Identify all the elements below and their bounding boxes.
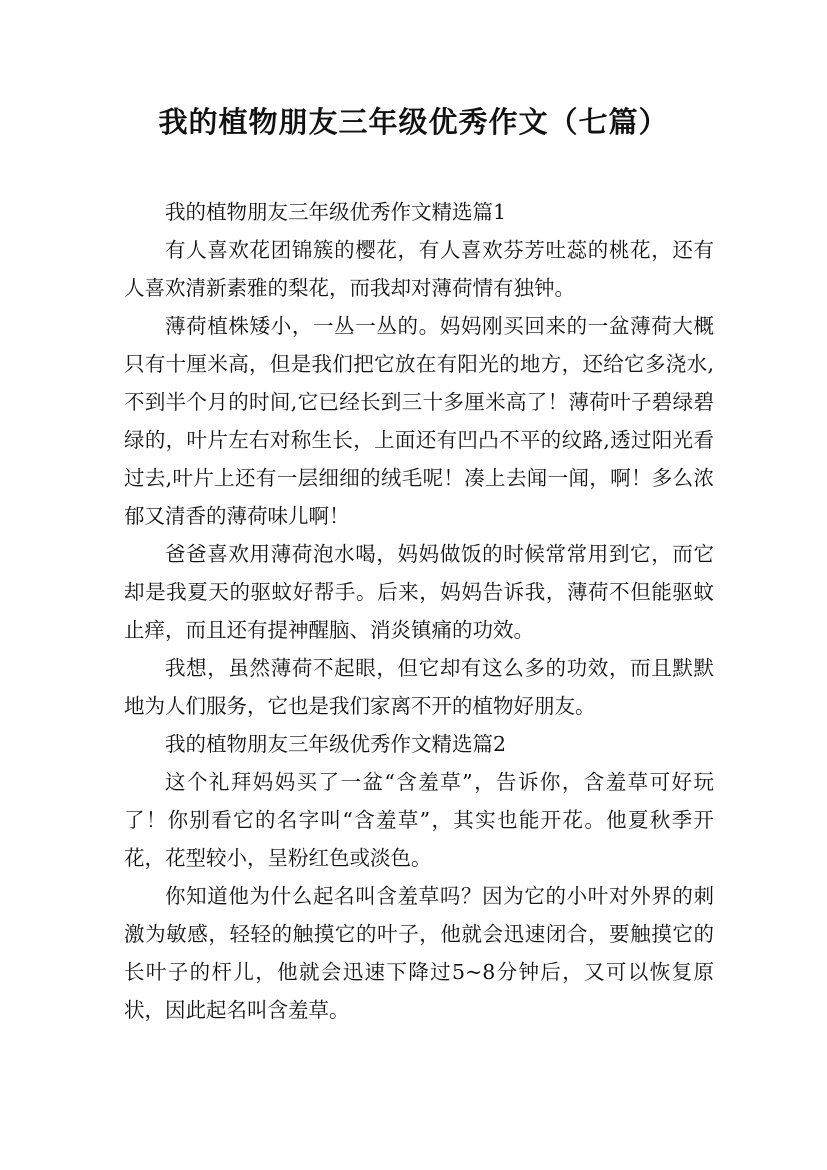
paragraph: 你知道他为什么起名叫含羞草吗？因为它的小叶对外界的刺激为敏感，轻轻的触摸它的叶子，他就会迅速闭合，要触摸它的长叶子的杆儿，他就会迅速下降过5~8分钟后，又可以恢复原状，因此起名叫含羞草。: [124, 884, 714, 1022]
paragraph: 薄荷植株矮小，一丛一丛的。妈妈刚买回来的一盆薄荷大概只有十厘米高，但是我们把它放在有阳光的地方，还给它多浇水,不到半个月的时间,它已经长到三十多厘米高了！薄荷叶子碧绿碧绿的，叶片左右对称生长，上面还有凹凸不平的纹路,透过阳光看过去,叶片上还有一层细细的绒毛呢！凑上去闻一闻，啊！多么浓郁又清香的薄荷味儿啊！: [124, 314, 714, 528]
paragraph: 爸爸喜欢用薄荷泡水喝，妈妈做饭的时候常常用到它，而它却是我夏天的驱蚊好帮手。后来，妈妈告诉我，薄荷不但能驱蚊止痒，而且还有提神醒脑、消炎镇痛的功效。: [124, 542, 714, 642]
paragraph: 这个礼拜妈妈买了一盆“含羞草”，告诉你，含羞草可好玩了！你别看它的名字叫“含羞草”，其实也能开花。他夏秋季开花，花型较小，呈粉红色或淡色。: [124, 770, 714, 870]
paragraph: 有人喜欢花团锦簇的樱花，有人喜欢芬芳吐蕊的桃花，还有人喜欢清新素雅的梨花，而我却对薄荷情有独钟。: [124, 238, 714, 300]
document-title: 我的植物朋友三年级优秀作文（七篇）: [158, 105, 669, 139]
document-body: [124, 193, 714, 1029]
paragraph: 我想，虽然薄荷不起眼，但它却有这么多的功效，而且默默地为人们服务，它也是我们家离不开的植物好朋友。: [124, 656, 714, 718]
section-heading: 我的植物朋友三年级优秀作文精选篇1: [165, 200, 507, 224]
section-heading: 我的植物朋友三年级优秀作文精选篇2: [165, 732, 507, 756]
